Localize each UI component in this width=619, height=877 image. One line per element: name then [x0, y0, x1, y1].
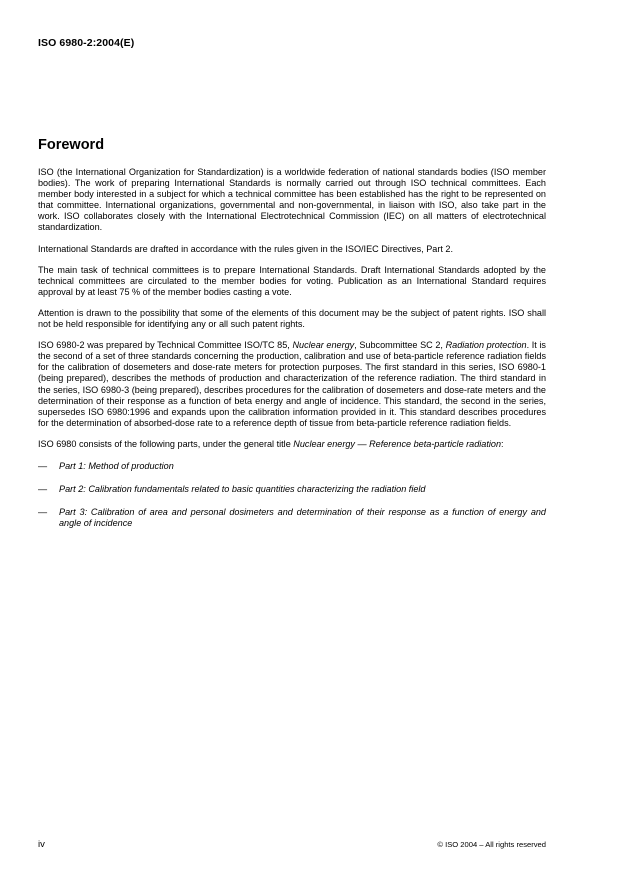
- foreword-body: [38, 167, 546, 541]
- part-1-title: Part 1: Method of production: [59, 460, 174, 471]
- preparation-italic-radiation-protection: Radiation protection: [445, 340, 527, 351]
- paragraph-preparation: [38, 340, 546, 429]
- paragraph-patent-rights: Attention is drawn to the possibility that some of the elements of this document may be the subject of patent rights. ISO shall not be held responsible for identifying any or all such patent rights.: [38, 307, 546, 330]
- preparation-text-1: ISO 6980-2 was prepared by Technical Committee ISO/TC 85,: [38, 340, 293, 351]
- paragraph-directives: International Standards are drafted in accordance with the rules given in the ISO/IEC Directives, Part 2.: [38, 243, 453, 254]
- preparation-italic-nuclear-energy: Nuclear energy: [292, 340, 355, 351]
- parts-intro-text-1: ISO 6980 consists of the following parts, under the general title: [38, 438, 294, 449]
- page-number: iv: [38, 839, 45, 850]
- dash-bullet: —: [38, 460, 48, 471]
- parts-intro-text-2: :: [501, 438, 504, 449]
- paragraph-main-task: The main task of technical committees is to prepare International Standards. Draft International Standards adopted by the technical committees are circulated to the member bodies for voting. Publication as an International Standard requires approval by at least 75 % of the member bodies casting a vote.: [38, 264, 546, 297]
- paragraph-parts-intro: [38, 439, 546, 450]
- list-item-part-2: [38, 484, 546, 495]
- list-item-part-3: [38, 507, 546, 529]
- preparation-text-2: , Subcommittee SC 2,: [354, 340, 446, 351]
- copyright-notice: © ISO 2004 – All rights reserved: [437, 840, 546, 849]
- preparation-text-3: . It is the second of a set of three standards concerning the production, calibration and use of beta-particle reference radiation fields for the calibration of dosemeters and dose-rate meters for protection purposes. The first standard in this series, ISO 6980-1 (being prepared), describes the methods of production and characterization of the reference radiation. The third standard in the series, ISO 6980-3 (being prepared), describes procedures for the calibration of dosemeters and dose-rate meters and the determination of their response as a function of beta energy and angle of incidence. This standard, the second in the series, supersedes ISO 6980:1996 and expands upon the calibration information provided in it. This standard describes procedures for the determination of absorbed-dose rate to a reference depth of tissue from beta-particle reference radiation fields.: [38, 340, 546, 428]
- dash-bullet: —: [38, 484, 48, 495]
- parts-intro-italic-title: Nuclear energy — Reference beta-particle radiation: [293, 438, 502, 449]
- part-2-title: Part 2: Calibration fundamentals related to basic quantities characterizing the radiation field: [59, 484, 426, 495]
- dash-bullet: —: [38, 507, 48, 518]
- paragraph-iso-intro: ISO (the International Organization for Standardization) is a worldwide federation of national standards bodies (ISO member bodies). The work of preparing International Standards is normally carried out through ISO technical committees. Each member body interested in a subject for which a technical committee has been established has the right to be represented on that committee. International organizations, governmental and non-governmental, in liaison with ISO, also take part in the work. ISO collaborates closely with the International Electrotechnical Commission (IEC) on all matters of electrotechnical standardization.: [38, 167, 546, 233]
- part-3-title: Part 3: Calibration of area and personal dosimeters and determination of their response as a function of energy and angle of incidence: [59, 507, 546, 529]
- list-item-part-1: [38, 461, 546, 472]
- foreword-heading: Foreword: [38, 137, 105, 153]
- document-id-header: ISO 6980-2:2004(E): [38, 37, 135, 49]
